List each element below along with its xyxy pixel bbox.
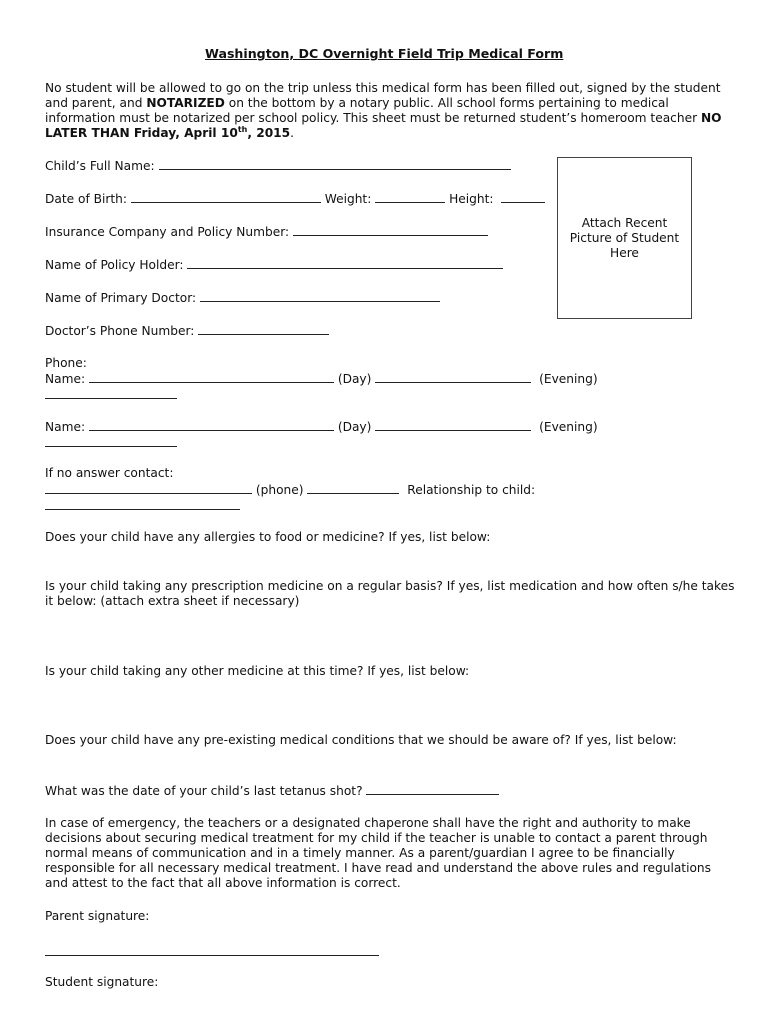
dob-field[interactable] [131,191,321,203]
phone-heading: Phone: [45,356,87,370]
doctor-phone-field[interactable] [198,323,329,335]
contact-name-field[interactable] [89,371,334,383]
insurance-label: Insurance Company and Policy Number: [45,225,290,239]
photo-box-line: Here [610,245,639,260]
primary-doctor-label: Name of Primary Doctor: [45,291,197,305]
tetanus-date-field[interactable] [366,783,499,795]
day-phone-label: (Day) [337,372,372,386]
notarized-emphasis: NOTARIZED [146,96,225,110]
evening-phone-field[interactable] [45,446,177,447]
deadline-text: NO LATER THAN Friday, April 10 [45,111,722,140]
insurance-row [45,224,488,239]
prescription-question: Is your child taking any prescription medicine on a regular basis? If yes, list medication and how often s/he takes it below: (attach extra sheet if necessary) [45,579,735,608]
intro-text: No student will be allowed to go on the trip unless this medical form has been filled out, signed by the student and parent, and [45,81,721,110]
primary-doctor-field[interactable] [200,290,440,302]
policy-holder-field[interactable] [187,257,503,269]
height-label: Height: [449,192,494,206]
intro-text: on the bottom by a notary public. All school forms pertaining to medical information must be notarized per school policy. This sheet must be returned student’s homeroom teacher [45,96,701,125]
policy-holder-row [45,257,503,272]
policy-holder-label: Name of Policy Holder: [45,258,184,272]
alternate-phone-label: (phone) [255,483,304,497]
day-phone-label: (Day) [337,420,372,434]
phone-contact-row-1 [45,371,598,386]
tetanus-row [45,783,499,798]
day-phone-field[interactable] [375,371,531,383]
consent-paragraph: In case of emergency, the teachers or a designated chaperone shall have the right and authority to make decisions about securing medical treatment for my child if the teacher is unable to contact a parent through normal means of communication and in a timely manner. As a parent/guardian I agree to be financially responsible for all necessary medical treatment. I have read and understand the above rules and regulations and attest to the fact that all above information is correct. [45,816,711,890]
weight-label: Weight: [324,192,372,206]
dob-row [45,191,545,206]
doctor-phone-row [45,323,329,338]
evening-phone-label: (Evening) [539,420,598,434]
contact-name-label: Name: [45,372,86,386]
phone-contact-row-2 [45,419,598,434]
deadline-year: , 2015 [247,126,291,140]
form-title: Washington, DC Overnight Field Trip Medical Form [205,46,564,61]
photo-box-line: Picture of Student [569,230,680,245]
evening-phone-field[interactable] [45,398,177,399]
allergies-question: Does your child have any allergies to food or medicine? If yes, list below: [45,530,491,544]
primary-doctor-row [45,290,440,305]
relationship-label: Relationship to child: [407,483,536,497]
evening-phone-label: (Evening) [539,372,598,386]
photo-box-text [570,216,679,261]
weight-field[interactable] [375,191,445,203]
other-medicine-question: Is your child taking any other medicine at this time? If yes, list below: [45,664,470,678]
tetanus-question: What was the date of your child’s last tetanus shot? [45,784,363,798]
photo-box-line: Attach Recent [581,215,668,230]
relationship-field[interactable] [45,509,240,510]
photo-attachment-box[interactable] [557,157,692,319]
deadline-superscript: th [237,124,248,134]
student-signature-label: Student signature: [45,975,159,989]
day-phone-field[interactable] [375,419,531,431]
alternate-phone-field[interactable] [307,482,399,494]
contact-name-field[interactable] [89,419,334,431]
dob-label: Date of Birth: [45,192,127,206]
no-answer-row [45,482,535,497]
child-name-label: Child’s Full Name: [45,159,155,173]
contact-name-label: Name: [45,420,86,434]
intro-paragraph [45,81,735,141]
conditions-question: Does your child have any pre-existing medical conditions that we should be aware of? If yes, list below: [45,733,677,747]
height-field[interactable] [501,191,545,203]
parent-signature-label: Parent signature: [45,909,150,923]
no-answer-heading: If no answer contact: [45,466,174,480]
parent-signature-field[interactable] [45,955,379,956]
alternate-contact-field[interactable] [45,482,252,494]
intro-end: . [290,126,295,140]
child-name-field[interactable] [159,158,511,170]
doctor-phone-label: Doctor’s Phone Number: [45,324,195,338]
child-name-row [45,158,511,173]
insurance-field[interactable] [293,224,488,236]
